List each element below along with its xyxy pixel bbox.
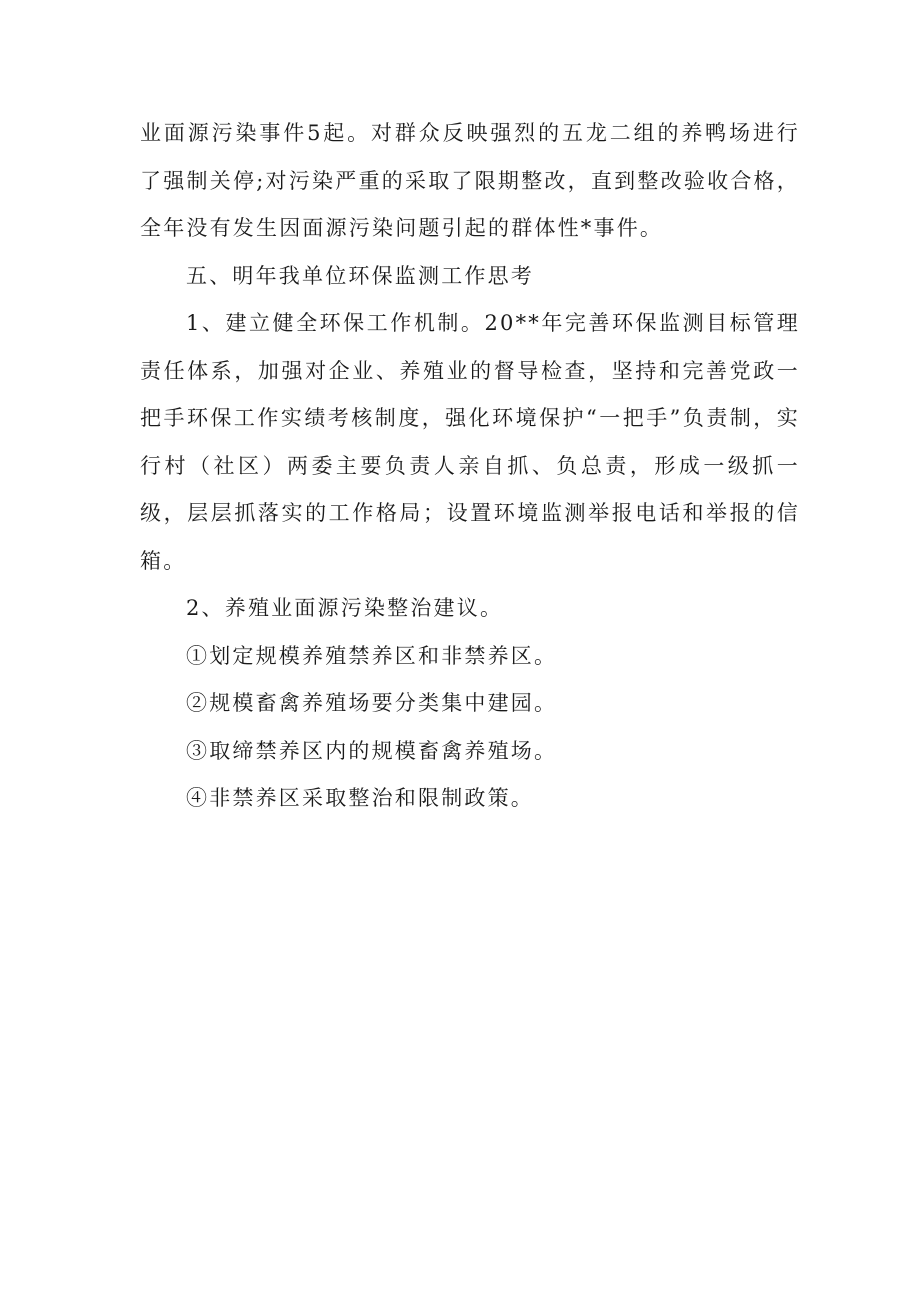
list-item: ④非禁养区采取整治和限制政策。 — [186, 786, 534, 810]
paragraph-mechanism: 1、建立健全环保工作机制。20**年完善环保监测目标管理责任体系，加强对企业、养殖业的督导检查，坚持和完善党政一把手环保工作实绩考核制度，强化环境保护“一把手”负责制，实行村（社区）两委主要负责人亲自抓、负总责，形成一级抓一级，层层抓落实的工作格局；设置环境监测举报电话和举报的信箱。 — [140, 311, 800, 573]
paragraph-suggestion-heading: 2、养殖业面源污染整治建议。 — [186, 596, 504, 620]
section-heading: 五、明年我单位环保监测工作思考 — [186, 263, 534, 288]
list-item: ②规模畜禽养殖场要分类集中建园。 — [186, 691, 558, 715]
list-item: ③取缔禁养区内的规模畜禽养殖场。 — [186, 738, 558, 763]
document-page — [140, 110, 800, 823]
paragraph-continuation: 业面源污染事件5起。对群众反映强烈的五龙二组的养鸭场进行了强制关停;对污染严重的采取了限期整改，直到整改验收合格，全年没有发生因面源污染问题引起的群体性*事件。 — [140, 121, 800, 240]
list-item: ①划定规模养殖禁养区和非禁养区。 — [186, 643, 558, 668]
